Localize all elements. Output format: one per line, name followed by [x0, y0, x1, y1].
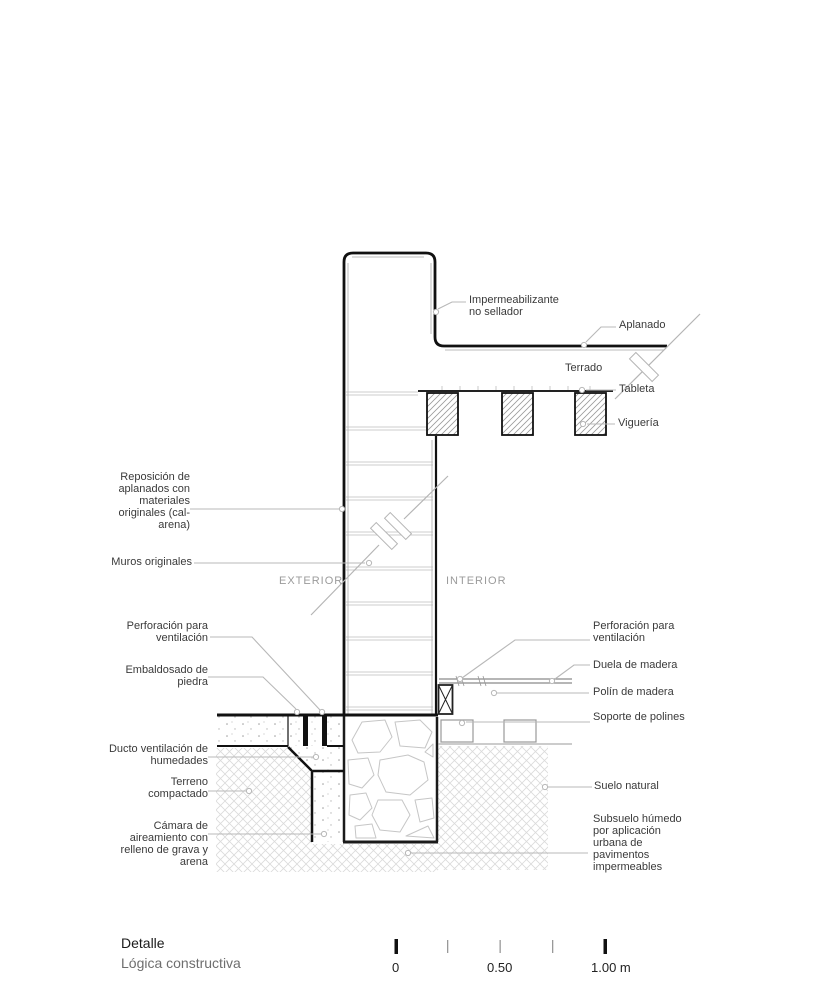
label-camara-aireamiento: Cámara de aireamiento con relleno de grava y arena: [120, 820, 208, 868]
label-duela-madera: Duela de madera: [593, 659, 678, 671]
label-reposicion-aplanados: Reposición de aplanados con materiales originales (cal-arena): [118, 471, 190, 531]
floor-assembly: [438, 676, 572, 744]
vent-slot: [322, 716, 327, 746]
label-embaldosado: Embaldosado de piedra: [125, 664, 208, 688]
scale-label-0: 0: [392, 960, 400, 975]
scale-bar: [395, 939, 608, 954]
label-ducto-ventilacion: Ducto ventilación de humedades: [108, 743, 208, 767]
sheet-subtitle: Lógica constructiva: [121, 955, 241, 971]
label-terrado: Terrado: [565, 362, 603, 374]
label-tableta: Tableta: [619, 383, 655, 395]
wood-beams: [427, 393, 606, 435]
scale-label-050: 0.50: [487, 960, 513, 975]
label-polin-madera: Polín de madera: [593, 686, 674, 698]
polin-cross-section: [439, 685, 453, 714]
roof-assembly: [418, 386, 613, 435]
scale-label-100: 1.00 m: [591, 960, 631, 975]
stone-foundation: [343, 716, 438, 842]
label-soporte-polines: Soporte de polines: [593, 711, 685, 723]
label-perforacion-izq: Perforación para ventilación: [126, 620, 208, 644]
label-subsuelo-humedo: Subsuelo húmedo por aplicación urbana de pavimentos impermeables: [593, 813, 682, 873]
label-impermeabilizante: Impermeabilizante no sellador: [469, 294, 559, 318]
label-aplanado: Aplanado: [619, 319, 666, 331]
label-suelo-natural: Suelo natural: [594, 780, 659, 792]
label-muros-originales: Muros originales: [111, 556, 192, 568]
zone-exterior: EXTERIOR: [279, 575, 344, 587]
wall-courses: [346, 392, 433, 710]
label-terreno-compactado: Terreno compactado: [148, 776, 208, 800]
vent-slot: [303, 716, 308, 746]
zone-interior: INTERIOR: [446, 575, 507, 587]
polin-supports: [441, 720, 536, 742]
label-perforacion-der: Perforación para ventilación: [593, 620, 675, 644]
label-vigueria: Viguería: [618, 417, 659, 429]
sheet-title: Detalle: [121, 935, 165, 951]
